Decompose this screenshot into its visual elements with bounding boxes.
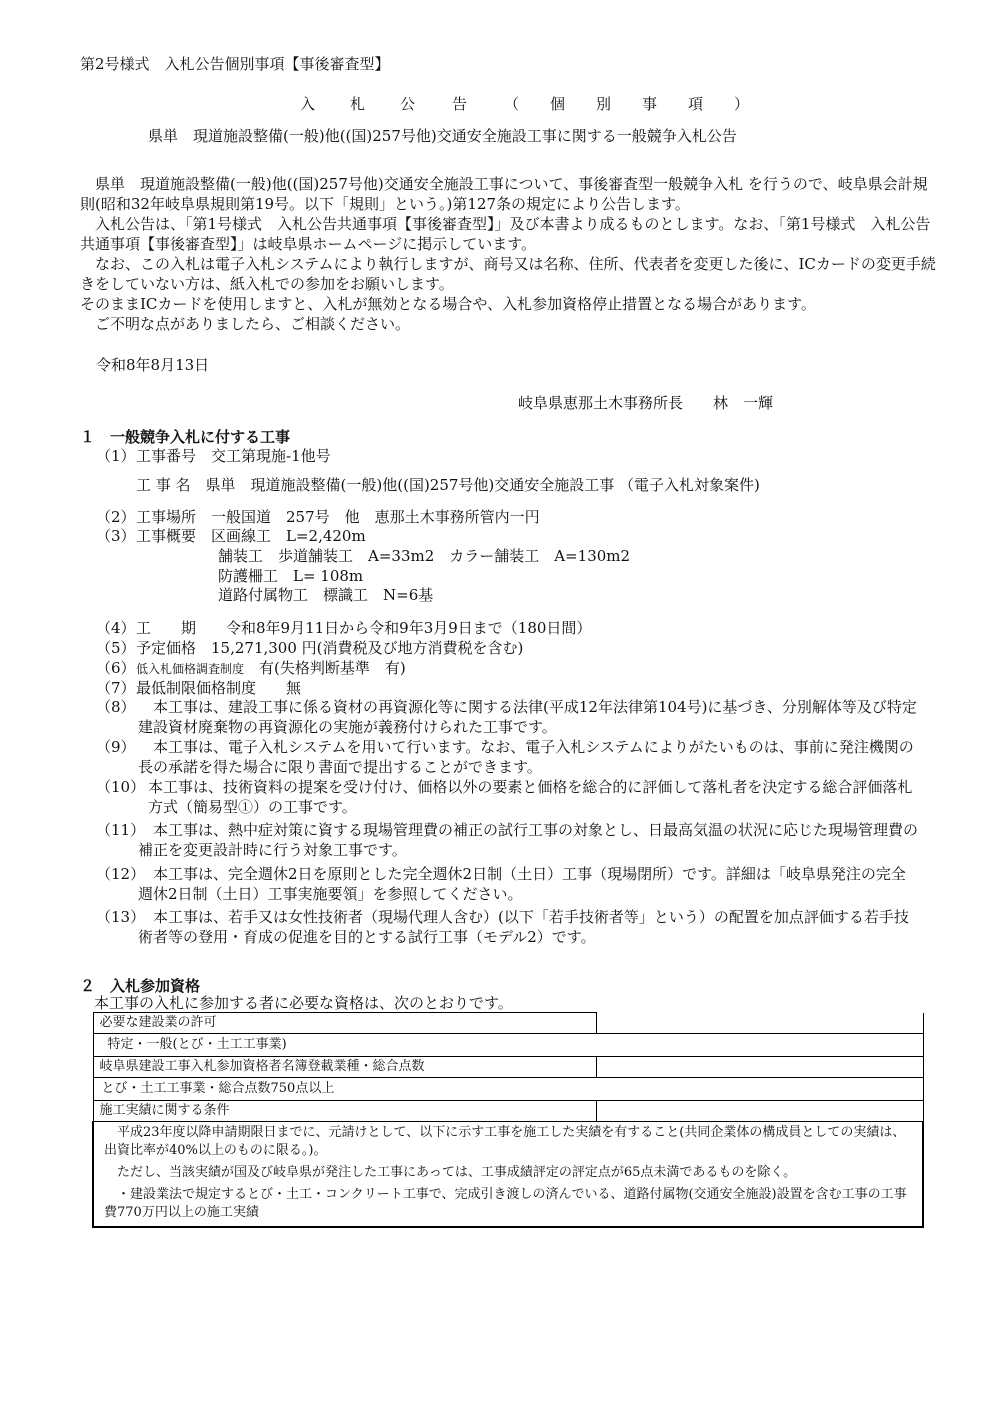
item-9-num: （9） xyxy=(96,738,136,756)
title-char: 事 xyxy=(642,95,658,113)
intro-paragraph-5: ご不明な点がありましたら、ご相談ください。 xyxy=(80,315,411,333)
table-value-cell: 特定・一般(とび・土工工事業) xyxy=(93,1034,923,1057)
table-row xyxy=(93,1101,923,1122)
item-11-num: （11） xyxy=(96,821,146,839)
item-work-location: （2）工事場所 一般国道 257号 他 恵那土木事務所管内一円 xyxy=(96,508,540,526)
item-12-text: 本工事は、完全週休2日を原則とした完全週休2日制（土日）工事（現場閉所）です。詳細は「岐阜県発注の完全週休2日制（土日）工事実施要領」を参照してください。 xyxy=(138,865,906,903)
condition-text-3: ・建設業法で規定するとび・土工・コンクリート工事で、完成引き渡しの済んでいる、道路付属物(交通安全施設)設置を含む工事の工事費770万円以上の施工実績 xyxy=(104,1187,907,1220)
table-row xyxy=(93,1013,923,1034)
table-row xyxy=(93,1057,923,1078)
title-char: 項 xyxy=(688,95,704,113)
notice-subject: 県単 現道施設整備(一般)他((国)257号他)交通安全施設工事に関する一般競争入札公告 xyxy=(148,127,737,145)
notice-date: 令和8年8月13日 xyxy=(96,356,210,374)
item-work-overview: （3）工事概要 区画線工 L=2,420m xyxy=(96,527,366,545)
qualification-table xyxy=(92,1012,924,1228)
intro-paragraph-1: 県単 現道施設整備(一般)他((国)257号他)交通安全施設工事について、事後審査型一般競争入札 を行うので、岐阜県会計規則(昭和32年岐阜県規則第19号。以下「規則」という。)第127条の規定により公告します。 xyxy=(80,175,928,213)
condition-text-1: 平成23年度以降申請期限日までに、元請けとして、以下に示す工事を施工した実績を有すること(共同企業体の構成員としての実績は、出資比率が40%以上のものに限る。)。 xyxy=(104,1125,906,1158)
title-char: 公 xyxy=(400,95,416,113)
overview-guardrail: 防護柵工 L= 108m xyxy=(218,567,364,585)
title-char: 告 xyxy=(452,95,468,113)
title-char: （ xyxy=(504,95,520,113)
title-char: 別 xyxy=(596,95,612,113)
item-13-num: （13） xyxy=(96,908,146,926)
table-label-cell: 施工実績に関する条件 xyxy=(93,1101,596,1122)
form-label: 第2号様式 入札公告個別事項【事後審査型】 xyxy=(80,55,390,73)
table-blank-cell xyxy=(596,1101,923,1122)
item-13-text: 本工事は、若手又は女性技術者（現場代理人含む）(以下「若手技術者等」という）の配置を加点評価する若手技術者等の登用・育成の促進を目的とする試行工事（モデル2）です。 xyxy=(138,908,909,946)
table-row xyxy=(93,1034,923,1057)
table-value-cell: とび・土工工事業・総合点数750点以上 xyxy=(93,1078,923,1101)
table-blank-cell xyxy=(596,1057,923,1078)
intro-block xyxy=(80,174,940,334)
item-8-num: （8） xyxy=(96,698,136,716)
item-low-bid-system: （6）低入札価格調査制度 有(失格判断基準 有) xyxy=(96,659,406,677)
item-9-text: 本工事は、電子入札システムを用いて行います。なお、電子入札システムによりがたいものは、事前に発注機関の長の承諾を得た場合に限り書面で提出することができます。 xyxy=(138,738,914,776)
intro-paragraph-4: そのままICカードを使用しますと、入札が無効となる場合や、入札参加資格停止措置となる場合があります。 xyxy=(80,295,816,313)
title-char: 個 xyxy=(550,95,566,113)
overview-paving: 舗装工 歩道舗装工 A=33m2 カラー舗装工 A=130m2 xyxy=(218,547,631,565)
intro-paragraph-3: なお、この入札は電子入札システムにより執行しますが、商号又は名称、住所、代表者を変更した後に、ICカードの変更手続きをしていない方は、紙入札での参加をお願いします。 xyxy=(80,255,936,293)
table-row xyxy=(93,1078,923,1101)
item-8-text: 本工事は、建設工事に係る資材の再資源化等に関する法律(平成12年法律第104号)に基づき、分別解体等及び特定建設資材廃棄物の再資源化の実施が義務付けられた工事です。 xyxy=(138,698,917,736)
conditions-cell xyxy=(93,1122,923,1228)
item-work-number: （1）工事番号 交工第現施-1他号 xyxy=(96,447,331,465)
item-11-text: 本工事は、熱中症対策に資する現場管理費の補正の試行工事の対象とし、日最高気温の状況に応じた現場管理費の補正を変更設計時に行う対象工事です。 xyxy=(138,821,919,859)
section1-heading: １ 一般競争入札に付する工事 xyxy=(80,428,291,446)
item-work-name: 工 事 名 県単 現道施設整備(一般)他((国)257号他)交通安全施設工事 （電子入札対象案件) xyxy=(136,476,760,494)
item-work-period: （4）工 期 令和8年9月11日から令和9年3月9日まで（180日間） xyxy=(96,619,592,637)
item-12-num: （12） xyxy=(96,865,146,883)
title-char: 札 xyxy=(350,95,366,113)
intro-paragraph-2: 入札公告は、「第1号様式 入札公告共通事項【事後審査型】」及び本書より成るものとします。なお、「第1号様式 入札公告共通事項【事後審査型】」は岐阜県ホームページに掲示しています。 xyxy=(80,215,931,253)
condition-text-2: ただし、当該実績が国及び岐阜県が発注した工事にあっては、工事成績評定の評定点が65点未満であるものを除く。 xyxy=(104,1165,797,1180)
item-planned-price: （5）予定価格 15,271,300 円(消費税及び地方消費税を含む) xyxy=(96,639,524,657)
item-10-num: （10） xyxy=(96,778,146,796)
title-char: ） xyxy=(734,95,750,113)
issuer-name: 岐阜県恵那土木事務所長 林 一輝 xyxy=(518,394,774,412)
item-10-text: 本工事は、技術資料の提案を受け付け、価格以外の要素と価格を総合的に評価して落札者を決定する総合評価落札方式（簡易型①）の工事です。 xyxy=(148,778,913,816)
section2-heading: ２ 入札参加資格 xyxy=(80,977,201,995)
table-label-cell: 必要な建設業の許可 xyxy=(93,1013,596,1034)
table-row xyxy=(93,1122,923,1228)
section2-intro: 本工事の入札に参加する者に必要な資格は、次のとおりです。 xyxy=(94,994,513,1012)
item-min-price-system: （7）最低制限価格制度 無 xyxy=(96,679,302,697)
table-blank-cell xyxy=(596,1013,923,1034)
title-char: 入 xyxy=(300,95,316,113)
table-label-cell: 岐阜県建設工事入札参加資格者名簿登載業種・総合点数 xyxy=(93,1057,596,1078)
overview-signs: 道路付属物工 標識工 N=6基 xyxy=(218,586,434,604)
